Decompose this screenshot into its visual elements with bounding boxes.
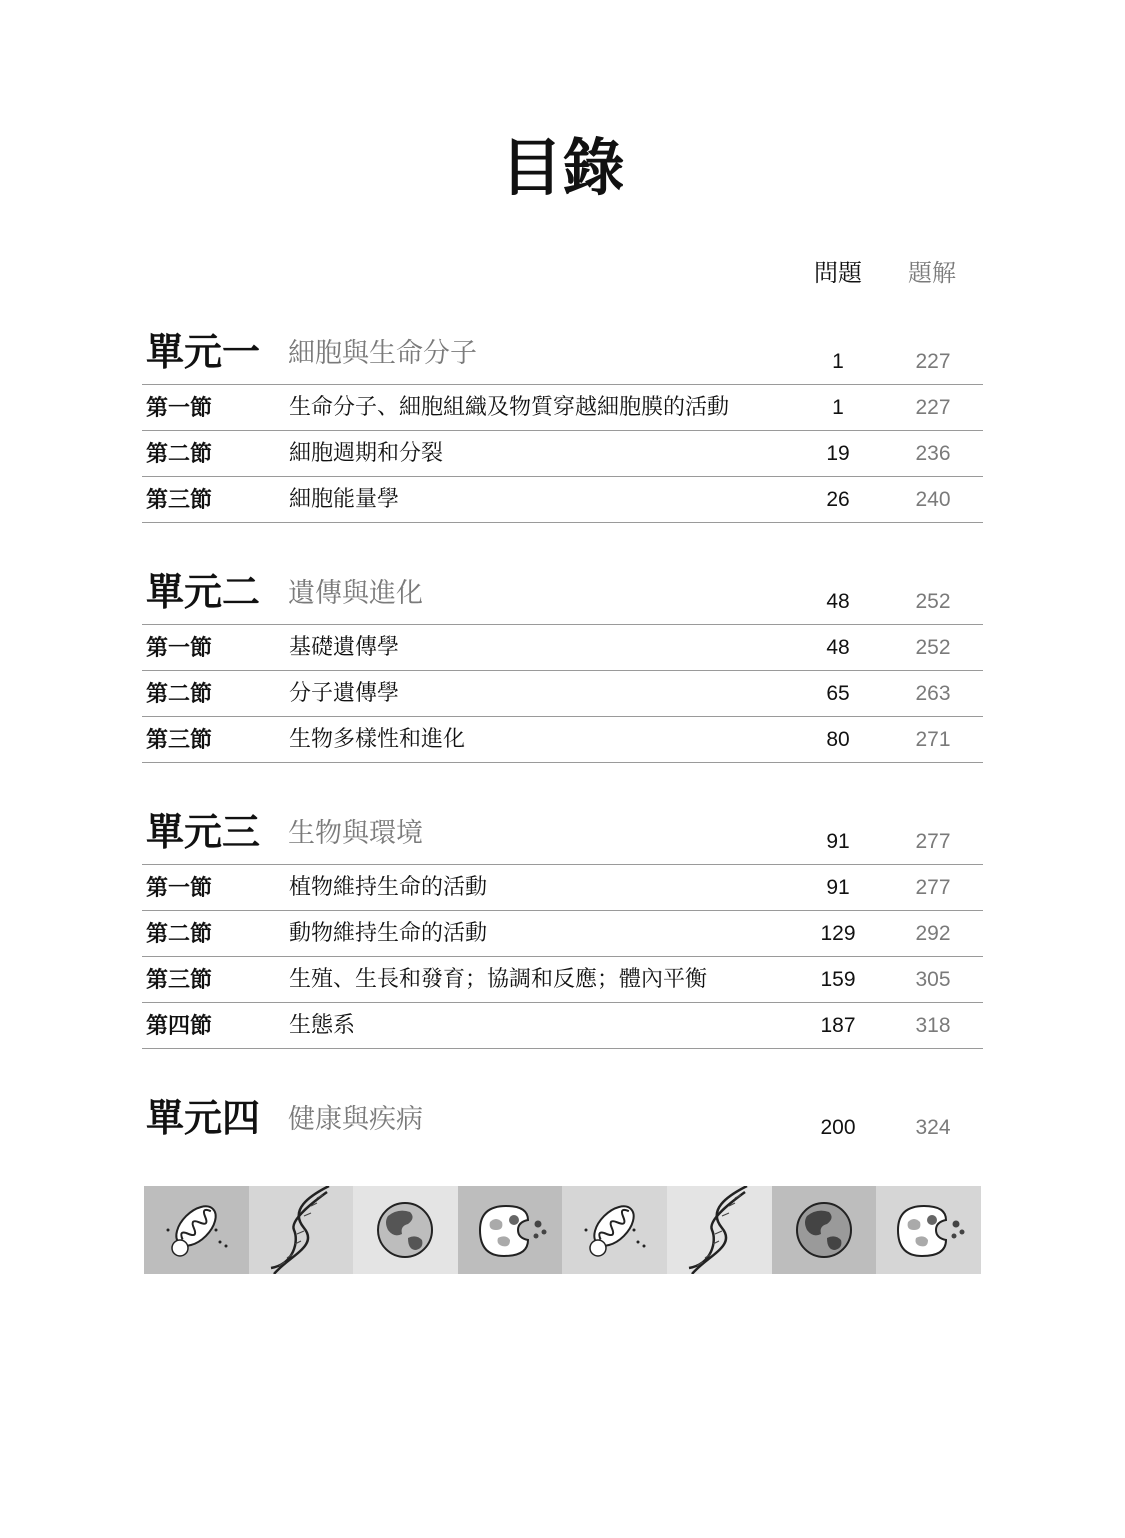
dna-icon (249, 1186, 354, 1274)
section-label: 第一節 (146, 635, 213, 661)
section-row[interactable] (142, 625, 983, 671)
question-page: 48 (826, 590, 850, 613)
unit-heading[interactable] (142, 1094, 983, 1150)
question-page: 91 (826, 830, 850, 853)
section-row[interactable] (142, 957, 983, 1003)
section-row[interactable] (142, 1003, 983, 1049)
unit-label: 單元二 (146, 569, 261, 614)
column-header-questions: 問題 (814, 259, 862, 287)
section-title: 基礎遺傳學 (289, 635, 400, 660)
unit-heading[interactable] (142, 328, 983, 385)
question-page: 80 (826, 728, 850, 751)
section-title: 生態系 (289, 1013, 356, 1038)
solution-page: 252 (915, 590, 951, 613)
white-blood-cell-icon (458, 1186, 563, 1274)
section-title: 動物維持生命的活動 (289, 921, 488, 946)
solution-page: 318 (915, 1014, 951, 1037)
unit-label: 單元三 (146, 809, 261, 854)
decorative-strip (144, 1186, 981, 1274)
solution-page: 277 (915, 876, 951, 899)
section-title: 生物多樣性和進化 (289, 727, 466, 752)
section-row[interactable] (142, 671, 983, 717)
mitochondrion-icon (562, 1186, 667, 1274)
section-label: 第二節 (146, 681, 213, 707)
section-label: 第三節 (146, 727, 213, 753)
globe-icon (353, 1186, 458, 1274)
question-page: 200 (820, 1116, 856, 1139)
unit-label: 單元四 (146, 1095, 261, 1140)
section-title: 細胞能量學 (289, 487, 400, 512)
question-page: 129 (820, 922, 856, 945)
page-title: 目錄 (500, 131, 625, 204)
unit-heading[interactable] (142, 808, 983, 865)
solution-page: 227 (915, 396, 951, 419)
section-title: 生殖、生長和發育；協調和反應；體內平衡 (289, 967, 708, 992)
question-page: 26 (826, 488, 850, 511)
unit-block (142, 1094, 983, 1150)
section-title: 分子遺傳學 (289, 681, 400, 706)
dna-icon (667, 1186, 772, 1274)
section-title: 細胞週期和分裂 (289, 441, 444, 466)
question-page: 1 (832, 396, 844, 419)
solution-page: 277 (915, 830, 951, 853)
section-title: 生命分子、細胞組織及物質穿越細胞膜的活動 (289, 395, 730, 420)
white-blood-cell-icon (876, 1186, 981, 1274)
question-page: 65 (826, 682, 850, 705)
section-label: 第二節 (146, 441, 213, 467)
section-label: 第一節 (146, 875, 213, 901)
section-label: 第二節 (146, 921, 213, 947)
solution-page: 324 (915, 1116, 951, 1139)
question-page: 91 (826, 876, 850, 899)
mitochondrion-icon (144, 1186, 249, 1274)
solution-page: 236 (915, 442, 951, 465)
solution-page: 227 (915, 350, 951, 373)
question-page: 19 (826, 442, 850, 465)
section-label: 第四節 (146, 1013, 213, 1039)
unit-label: 單元一 (146, 329, 261, 374)
section-row[interactable] (142, 717, 983, 763)
globe-icon (772, 1186, 877, 1274)
question-page: 187 (820, 1014, 856, 1037)
solution-page: 271 (915, 728, 951, 751)
column-header-solutions: 題解 (908, 259, 956, 287)
unit-heading[interactable] (142, 568, 983, 625)
section-label: 第三節 (146, 967, 213, 993)
section-label: 第三節 (146, 487, 213, 513)
unit-title: 生物與環境 (288, 818, 423, 849)
section-row[interactable] (142, 911, 983, 957)
section-label: 第一節 (146, 395, 213, 421)
section-row[interactable] (142, 865, 983, 911)
unit-title: 遺傳與進化 (288, 578, 423, 609)
section-row[interactable] (142, 431, 983, 477)
section-row[interactable] (142, 385, 983, 431)
section-title: 植物維持生命的活動 (289, 875, 488, 900)
unit-title: 細胞與生命分子 (288, 338, 477, 369)
unit-block (142, 568, 983, 763)
solution-page: 263 (915, 682, 951, 705)
solution-page: 252 (915, 636, 951, 659)
unit-title: 健康與疾病 (288, 1104, 423, 1135)
unit-block (142, 808, 983, 1049)
unit-block (142, 328, 983, 523)
solution-page: 240 (915, 488, 951, 511)
question-page: 1 (832, 350, 844, 373)
question-page: 159 (820, 968, 856, 991)
solution-page: 305 (915, 968, 951, 991)
section-row[interactable] (142, 477, 983, 523)
question-page: 48 (826, 636, 850, 659)
solution-page: 292 (915, 922, 951, 945)
